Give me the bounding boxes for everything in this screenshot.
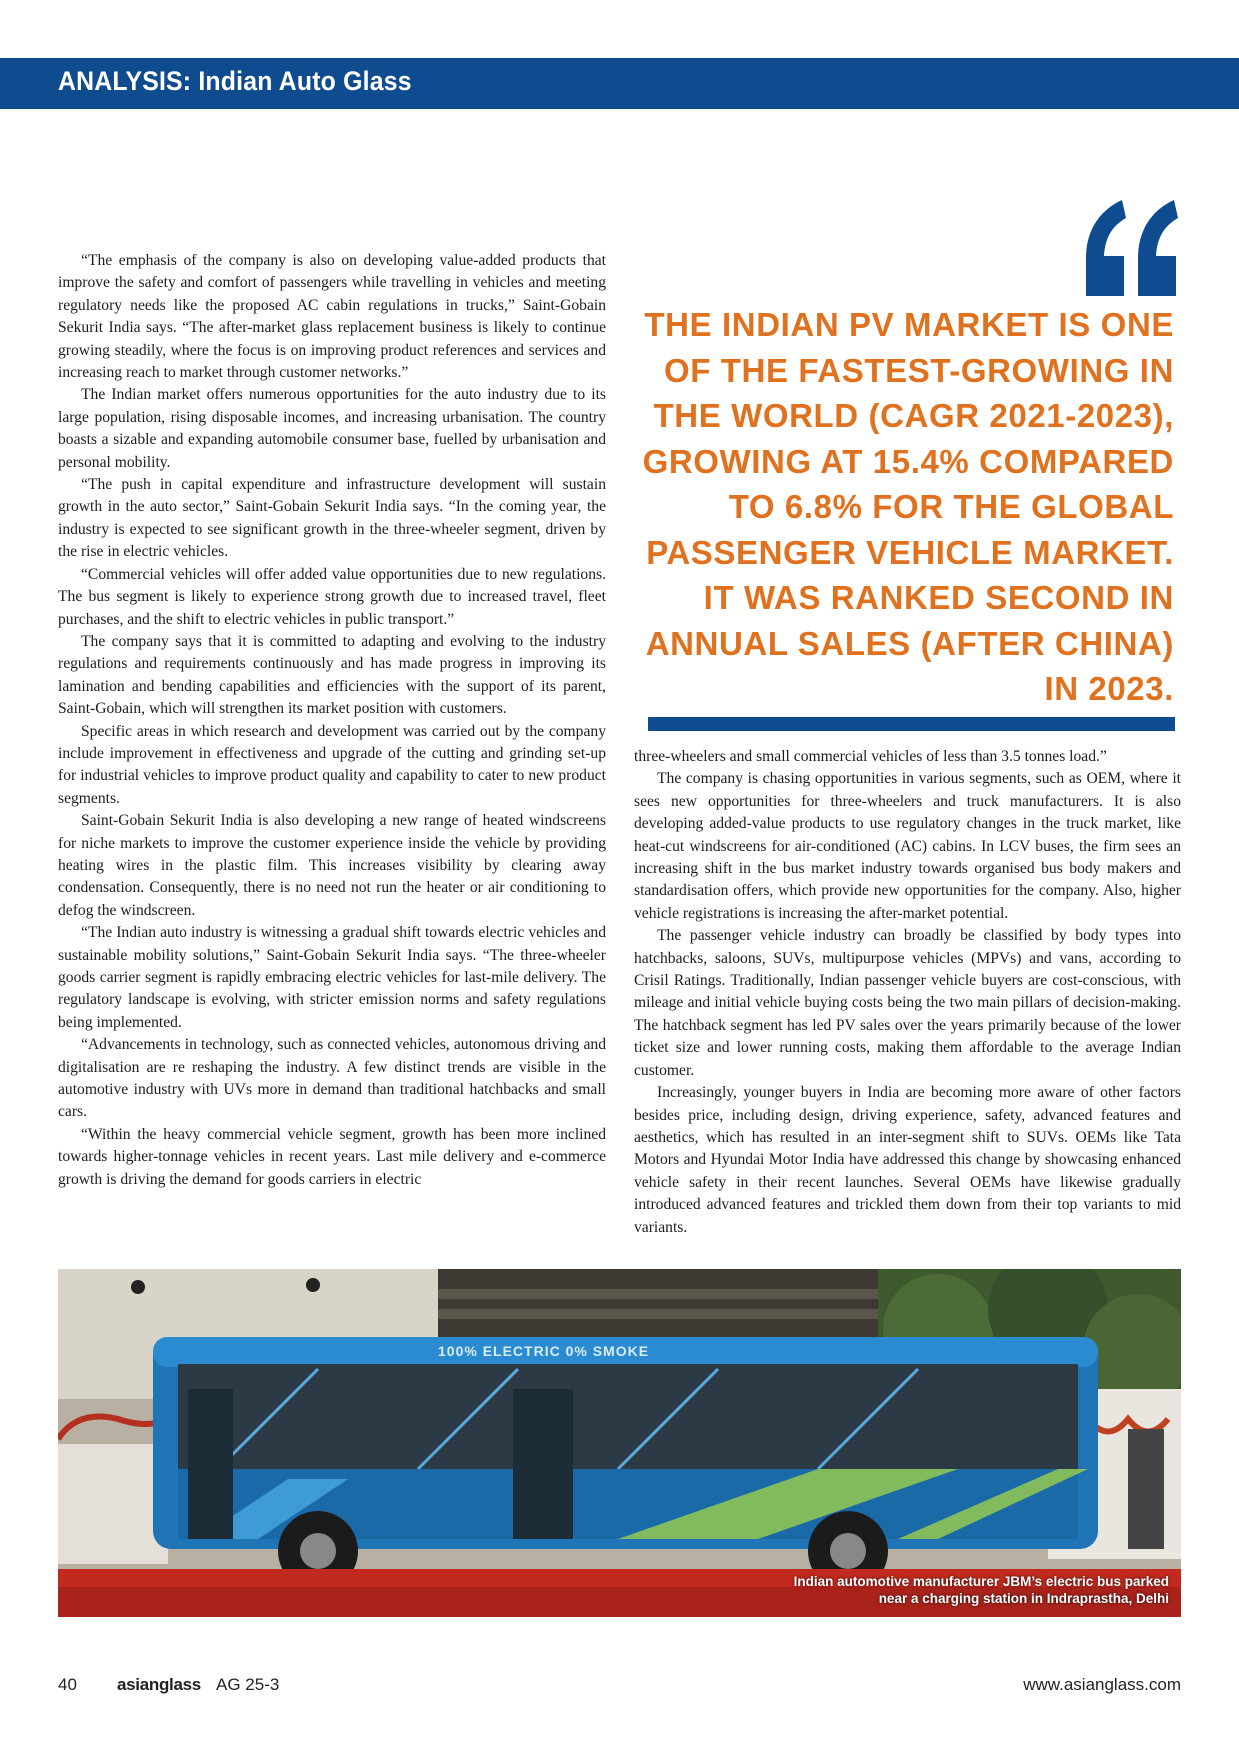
paragraph: Increasingly, younger buyers in India are becoming more aware of other factors besides price, including design, driving experience, safety, advanced features and aesthetics, which has resulted in an inter-segment shift to SUVs. OEMs like Tata Motors and Hyundai Motor India have addressed this change by showcasing enhanced vehicle safety in their recent launches. Several OEMs have likewise gradually introduced advanced features and trickled them down from their top variants to mid variants. [634,1084,1181,1236]
paragraph: “The Indian auto industry is witnessing a gradual shift towards electric vehicles and sustainable mobility solutions,” Saint-Gobain Sekurit India says. “The three-wheeler goods carrier segment is rapidly embracing electric vehicles for last-mile delivery. The regulatory landscape is evolving, with stricter emission norms and safety regulations being implemented. [58,924,606,1031]
electric-bus-photo [58,1269,1181,1617]
pull-quote: THE INDIAN PV MARKET IS ONE OF THE FASTEST-GROWING IN THE WORLD (CAGR 2021-2023), GROWING AT 15.4% COMPARED TO 6.8% FOR THE GLOBAL PASSENGER VEHICLE MARKET. IT WAS RANKED SECOND IN ANNUAL SALES (AFTER CHINA) IN 2023. [642,306,1174,707]
pull-quote-rule [648,717,1175,731]
article-column-left [58,250,606,1262]
bus-banner-text: 100% ELECTRIC 0% SMOKE [438,1343,650,1359]
paragraph: “The emphasis of the company is also on developing value-added products that improve the safety and comfort of passengers while travelling in vehicles and meeting regulatory needs like the proposed AC cabin regulations in trucks,” Saint-Gobain Sekurit India says. “The after-market glass replacement business is likely to continue growing steadily, where the focus is on improving product references and services and increasing reach to market through customer networks.” [58,252,606,382]
paragraph: The company says that it is committed to adapting and evolving to the industry regulations and requirements continuously and has made progress in improving its lamination and bending capabilities and efficiencies with the support of its parent, Saint-Gobain, which will strengthen its market position with customers. [58,632,606,718]
paragraph: three-wheelers and small commercial vehicles of less than 3.5 tonnes load.” [634,748,1107,765]
magazine-name: asianglass [117,1675,201,1694]
paragraph: The Indian market offers numerous opportunities for the auto industry due to its large population, rising disposable incomes, and increasing urbanisation. The country boasts a sizable and expanding automobile consumer base, fuelled by urbanisation and personal mobility. [58,386,606,471]
article-column-right [634,746,1181,1262]
paragraph: “Commercial vehicles will offer added value opportunities due to new regulations. The bus segment is likely to experience strong growth due to increased travel, fleet purchases, and the shift to electric vehicles in public transport.” [58,565,606,628]
caption-line: near a charging station in Indraprastha, Delhi [878,1591,1169,1606]
paragraph: The passenger vehicle industry can broadly be classified by body types into hatchbacks, saloons, SUVs, multipurpose vehicles (MPVs) and vans, according to Crisil Ratings. Traditionally, Indian passenger vehicle buyers are cost-conscious, with mileage and initial vehicle buying costs being the two main pillars of decision-making. The hatchback segment has led PV sales over the years primarily because of the lower ticket size and lower running costs, making them affordable to the average Indian customer. [634,927,1181,1079]
website-url[interactable]: www.asianglass.com [1023,1675,1181,1694]
photo-caption [794,1573,1169,1607]
caption-line: Indian automotive manufacturer JBM’s electric bus parked [793,1574,1169,1589]
page-number: 40 [58,1675,77,1694]
paragraph: Specific areas in which research and development was carried out by the company include improvement in effectiveness and upgrade of the cutting and grinding set-up for industrial vehicles to improve product quality and capability to cater to new product segments. [58,722,606,807]
paragraph: “The push in capital expenditure and infrastructure development will sustain growth in the auto sector,” Saint-Gobain Sekurit India says. “In the coming year, the industry is expected to see significant growth in the three-wheeler segment, driven by the rise in electric vehicles. [58,476,606,561]
paragraph: The company is chasing opportunities in various segments, such as OEM, where it sees new opportunities for three-wheelers and truck manufacturers. It is also developing added-value products to use regulatory changes in the truck market, like heat-cut windscreens for air-conditioned (AC) cabins. In LCV buses, the firm sees an increasing shift in the bus market industry towards organised bus body makers and standardisation offers, which provide new opportunities for the company. Also, higher vehicle registrations is increasing the after-market potential. [634,770,1181,922]
bus-illustration [58,1269,1181,1617]
paragraph: “Within the heavy commercial vehicle segment, growth has been more inclined towards higher-tonnage vehicles in recent years. Last mile delivery and e-commerce growth is driving the demand for goods carriers in electric [58,1125,606,1188]
issue-label: AG 25-3 [216,1675,280,1694]
paragraph: Saint-Gobain Sekurit India is also developing a new range of heated windscreens for niche markets to improve the customer experience inside the vehicle by providing heating wires in the plastic film. This increases visibility by clearing away condensation. Consequently, there is no need not run the heater or air conditioning to defog the windscreen. [58,812,606,919]
section-header-bar [0,58,1239,109]
paragraph: “Advancements in technology, such as connected vehicles, autonomous driving and digitalisation are re reshaping the industry. A few distinct trends are visible in the automotive industry with UVs more in demand than traditional hatchbacks and small cars. [58,1036,606,1121]
section-title: ANALYSIS: Indian Auto Glass [58,66,412,96]
quote-mark-icon [1080,196,1180,300]
